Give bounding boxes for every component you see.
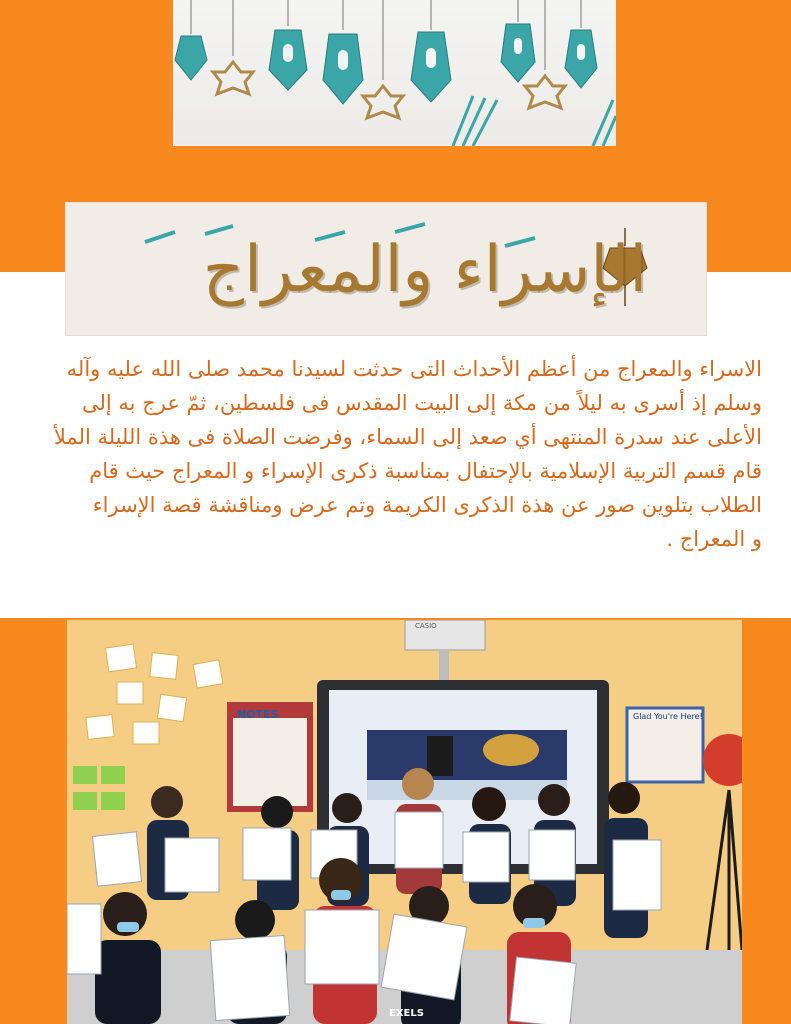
classroom-scene [67, 620, 742, 1024]
article-line: و المعراج . [666, 527, 762, 551]
notes-board-title: NOTES [237, 708, 279, 721]
article-line: الطلاب بتلوين صور عن هذة الذكرى الكريمة وتم عرض ومناقشة قصة الإسراء [92, 493, 762, 517]
lantern-banner-image [173, 0, 616, 146]
article-text [24, 352, 762, 556]
banner-title: الإسراء والمعراج [202, 233, 648, 307]
shirt-print-text: EXELS [389, 1008, 424, 1019]
hanging-lantern-icon [173, 0, 616, 146]
article-line: وسلم إذ أسرى به ليلاً من مكة إلى البيت المقدس فى فلسطين، ثمّ عرج به إلى [82, 391, 762, 415]
projector-brand: CASIO [415, 622, 437, 630]
classroom-photo [67, 620, 742, 1024]
article-line: الاسراء والمعراج من أعظم الأحداث التى حدثت لسيدنا محمد صلى الله عليه وآله [66, 357, 762, 381]
title-banner [65, 202, 707, 336]
article-line: قام قسم التربية الإسلامية بالإحتفال بمناسبة ذكرى الإسراء و المعراج حيث قام [89, 459, 762, 483]
wall-sign-text: Glad You're Here! [633, 712, 703, 721]
article-line: الأعلى عند سدرة المنتهى أي صعد إلى السماء، وفرضت الصلاة فى هذة الليلة الملأ [53, 425, 762, 449]
